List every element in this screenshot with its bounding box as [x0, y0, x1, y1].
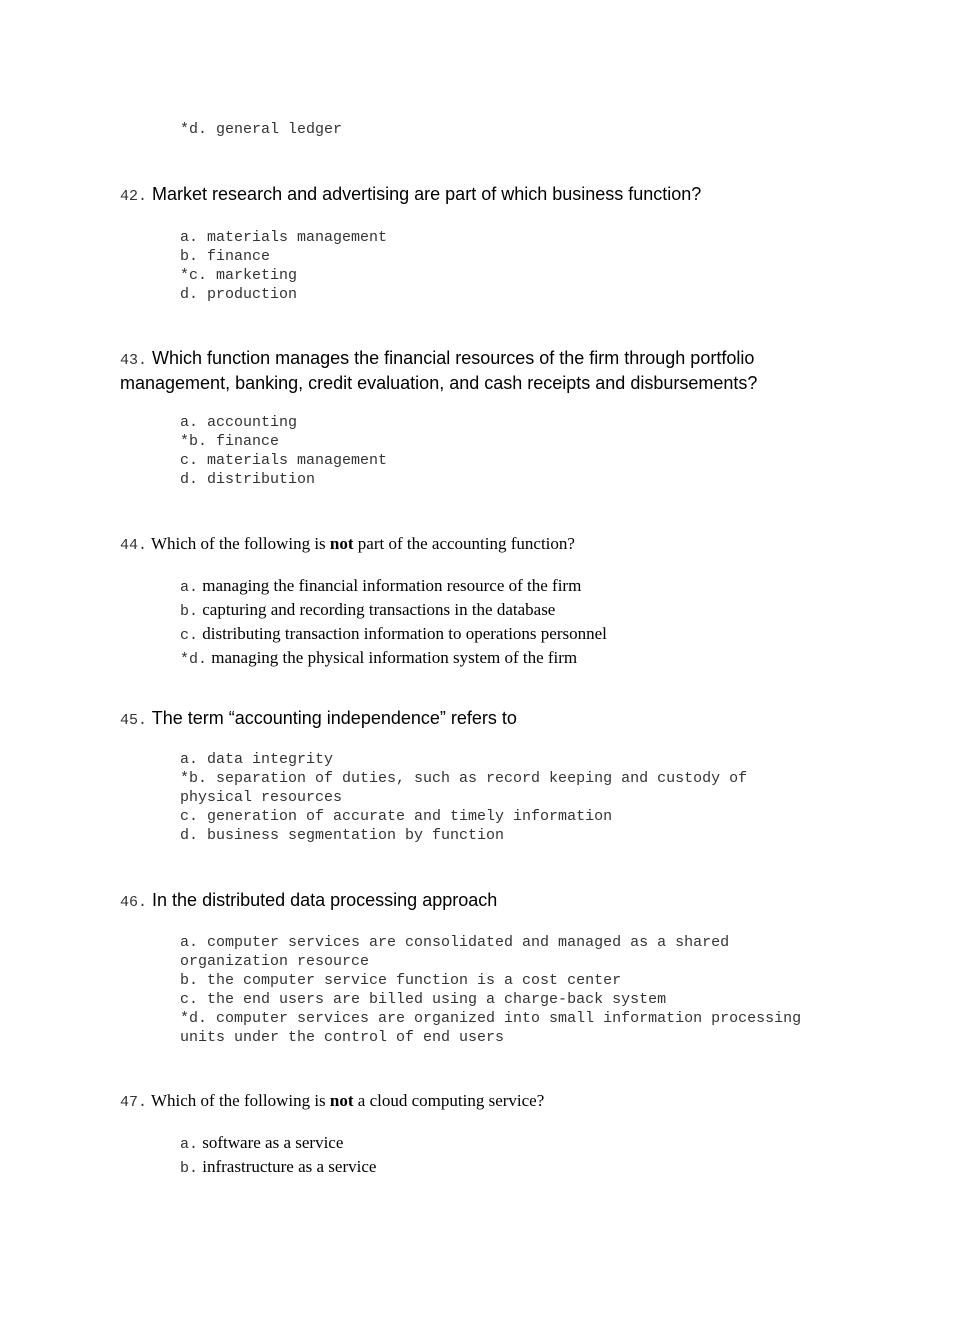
option-d: *d. computer services are organized into small information processing units under the control of end users	[180, 1010, 811, 1046]
options-47	[180, 1132, 820, 1180]
question-text: Which function manages the financial resources of the firm through portfolio management, banking, credit evaluation, and cash receipts and disbursements?	[120, 348, 758, 393]
option-letter: a.	[180, 579, 199, 596]
option-a: a. materials management	[180, 229, 388, 246]
question-text-emphasis: not	[329, 534, 354, 553]
option-text: managing the financial information resource of the firm	[202, 576, 582, 595]
option-letter: *d.	[180, 651, 208, 668]
option-b: *b. finance	[180, 433, 280, 450]
options-43	[180, 413, 820, 489]
option-letter: c.	[180, 627, 199, 644]
question-text: In the distributed data processing approach	[152, 890, 498, 910]
question-text: Market research and advertising are part of which business function?	[152, 184, 702, 204]
question-text-start: Which of the following is	[150, 1091, 330, 1110]
question-42	[120, 183, 820, 208]
option-text: software as a service	[202, 1133, 344, 1152]
question-number: 42.	[120, 188, 148, 205]
option-b	[180, 599, 820, 623]
option-letter: b.	[180, 603, 199, 620]
question-45	[120, 707, 820, 732]
option-b: *b. separation of duties, such as record keeping and custody of physical resources	[180, 770, 757, 806]
option-c: c. generation of accurate and timely information	[180, 808, 613, 825]
question-text-end: part of the accounting function?	[353, 534, 575, 553]
question-46	[120, 889, 820, 914]
option-a: a. accounting	[180, 414, 298, 431]
option-text: capturing and recording transactions in the database	[202, 600, 556, 619]
option-a	[180, 1132, 820, 1156]
question-44	[120, 533, 820, 557]
question-43	[120, 347, 820, 394]
options-46	[180, 933, 820, 1047]
option-b: b. the computer service function is a cost center	[180, 972, 622, 989]
option-a: a. data integrity	[180, 751, 334, 768]
option-c: c. the end users are billed using a charge-back system	[180, 991, 667, 1008]
option-c	[180, 623, 820, 647]
options-45	[180, 750, 820, 845]
option-d: d. business segmentation by function	[180, 827, 505, 844]
question-text-start: Which of the following is	[150, 534, 330, 553]
question-text-emphasis: not	[329, 1091, 354, 1110]
options-42	[180, 228, 820, 304]
previous-answer-option: *d. general ledger	[180, 121, 343, 138]
option-letter: a.	[180, 1136, 199, 1153]
option-d	[180, 647, 820, 671]
option-c: c. materials management	[180, 452, 388, 469]
option-c: *c. marketing	[180, 267, 298, 284]
question-number: 46.	[120, 894, 148, 911]
option-d: d. production	[180, 286, 298, 303]
question-number: 43.	[120, 352, 148, 369]
option-b: b. finance	[180, 248, 271, 265]
question-text: The term “accounting independence” refers to	[151, 708, 517, 728]
question-text-end: a cloud computing service?	[353, 1091, 545, 1110]
question-47	[120, 1090, 820, 1114]
question-number: 45.	[120, 712, 148, 729]
question-number: 44.	[120, 537, 148, 554]
option-b	[180, 1156, 820, 1180]
option-text: distributing transaction information to operations personnel	[202, 624, 607, 643]
option-a	[180, 575, 820, 599]
question-number: 47.	[120, 1094, 148, 1111]
options-44	[180, 575, 820, 671]
option-letter: b.	[180, 1160, 199, 1177]
option-d: d. distribution	[180, 471, 316, 488]
option-text: managing the physical information system of the firm	[211, 648, 578, 667]
option-a: a. computer services are consolidated and managed as a shared organization resource	[180, 934, 739, 970]
option-text: infrastructure as a service	[202, 1157, 377, 1176]
